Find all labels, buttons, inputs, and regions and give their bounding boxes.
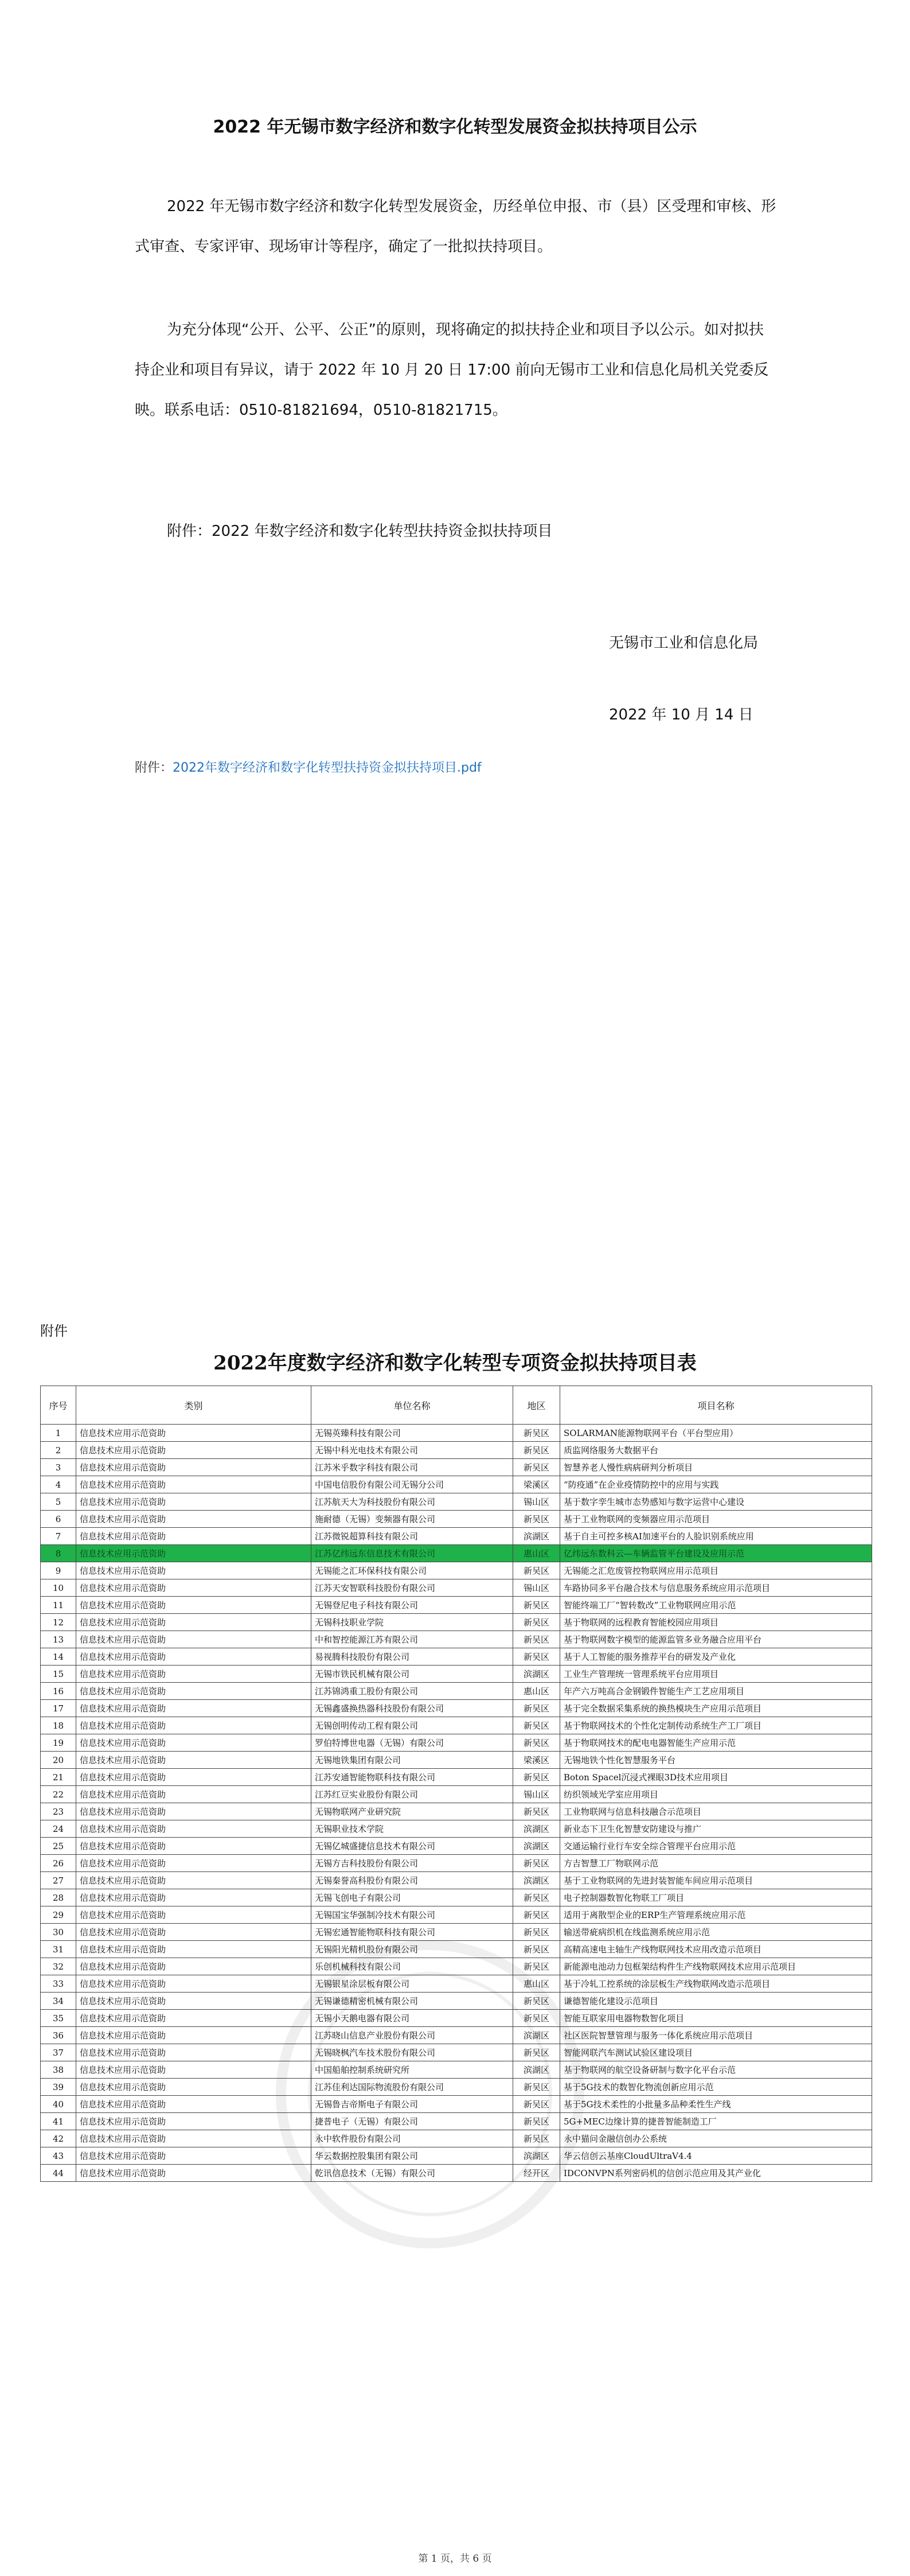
cell-company: 江苏安通智能物联科技有限公司	[311, 1769, 513, 1786]
cell-district: 惠山区	[513, 1683, 560, 1700]
cell-category: 信息技术应用示范资助	[76, 1683, 311, 1700]
cell-no: 40	[41, 2096, 76, 2113]
cell-project: 华云信创云基座CloudUltraV4.4	[560, 2147, 872, 2165]
cell-company: 江苏亿纬远东信息技术有限公司	[311, 1545, 513, 1562]
cell-company: 中国船舶控制系统研究所	[311, 2061, 513, 2079]
cell-project: 质监网络服务大数据平台	[560, 1442, 872, 1459]
cell-company: 乐创机械科技有限公司	[311, 1958, 513, 1975]
table-row	[41, 1752, 872, 1769]
cell-company: 捷普电子（无锡）有限公司	[311, 2113, 513, 2130]
cell-category: 信息技术应用示范资助	[76, 1545, 311, 1562]
cell-category: 信息技术应用示范资助	[76, 1838, 311, 1855]
cell-no: 6	[41, 1511, 76, 1528]
col-header-no: 序号	[41, 1386, 76, 1425]
table-row	[41, 1958, 872, 1975]
cell-project: 基于数字孪生城市态势感知与数字运营中心建设	[560, 1493, 872, 1511]
cell-category: 信息技术应用示范资助	[76, 1631, 311, 1648]
cell-district: 新吴区	[513, 1700, 560, 1717]
table-row	[41, 2061, 872, 2079]
cell-category: 信息技术应用示范资助	[76, 2010, 311, 2027]
cell-company: 无锡物联网产业研究院	[311, 1803, 513, 1820]
table-row	[41, 1562, 872, 1579]
cell-project: 适用于离散型企业的ERP生产管理系统应用示范	[560, 1906, 872, 1924]
table-row	[41, 1579, 872, 1597]
cell-project: 智慧养老人慢性病病研判分析项目	[560, 1459, 872, 1476]
cell-no: 38	[41, 2061, 76, 2079]
cell-project: 基于冷轧工控系统的涂层板生产线物联网改造示范项目	[560, 1975, 872, 1993]
cell-district: 新吴区	[513, 1734, 560, 1752]
cell-project: 基于工业物联网的先进封装智能车间应用示范项目	[560, 1872, 872, 1889]
cell-category: 信息技术应用示范资助	[76, 2027, 311, 2044]
cell-district: 惠山区	[513, 1545, 560, 1562]
cell-category: 信息技术应用示范资助	[76, 1493, 311, 1511]
table-row	[41, 1734, 872, 1752]
notice-paragraph-1: 2022 年无锡市数字经济和数字化转型发展资金，历经单位申报、市（县）区受理和审核、形式审查、专家评审、现场审计等程序，确定了一批拟扶持项目。	[135, 198, 776, 255]
cell-company: 施耐德（无锡）变频器有限公司	[311, 1511, 513, 1528]
cell-district: 新吴区	[513, 2096, 560, 2113]
cell-company: 无锡能之汇环保科技有限公司	[311, 1562, 513, 1579]
cell-no: 11	[41, 1597, 76, 1614]
attachment-line: 附件：2022 年数字经济和数字化转型扶持资金拟扶持项目	[167, 523, 553, 540]
cell-company: 无锡职业技术学院	[311, 1820, 513, 1838]
table-row	[41, 1666, 872, 1683]
table-row	[41, 1683, 872, 1700]
cell-district: 滨湖区	[513, 1872, 560, 1889]
cell-project: 高精高速电主轴生产线物联网技术应用改造示范项目	[560, 1941, 872, 1958]
cell-district: 新吴区	[513, 1648, 560, 1666]
table-header-row	[41, 1386, 872, 1425]
cell-no: 20	[41, 1752, 76, 1769]
cell-district: 经开区	[513, 2165, 560, 2182]
table-row	[41, 1459, 872, 1476]
cell-category: 信息技术应用示范资助	[76, 1734, 311, 1752]
cell-category: 信息技术应用示范资助	[76, 1476, 311, 1493]
cell-company: 江苏微锐超算科技有限公司	[311, 1528, 513, 1545]
cell-no: 22	[41, 1786, 76, 1803]
table-row	[41, 1803, 872, 1820]
cell-category: 信息技术应用示范资助	[76, 1975, 311, 1993]
cell-project: 基于物联网数字模型的能源监管多业务融合应用平台	[560, 1631, 872, 1648]
cell-category: 信息技术应用示范资助	[76, 1666, 311, 1683]
cell-district: 滨湖区	[513, 2147, 560, 2165]
cell-project: 电子控制器数智化物联工厂项目	[560, 1889, 872, 1906]
cell-district: 新吴区	[513, 1425, 560, 1442]
cell-no: 41	[41, 2113, 76, 2130]
cell-district: 锡山区	[513, 1579, 560, 1597]
cell-no: 44	[41, 2165, 76, 2182]
cell-company: 无锡市铁民机械有限公司	[311, 1666, 513, 1683]
cell-no: 39	[41, 2079, 76, 2096]
cell-no: 23	[41, 1803, 76, 1820]
cell-no: 32	[41, 1958, 76, 1975]
cell-category: 信息技术应用示范资助	[76, 1752, 311, 1769]
cell-no: 19	[41, 1734, 76, 1752]
cell-district: 新吴区	[513, 2130, 560, 2147]
table-row	[41, 1442, 872, 1459]
table-row	[41, 2130, 872, 2147]
cell-project: 输送带疵病织机在线监测系统应用示范	[560, 1924, 872, 1941]
cell-district: 滨湖区	[513, 1838, 560, 1855]
signer: 无锡市工业和信息化局	[609, 635, 759, 652]
attachment-prefix: 附件：	[135, 761, 173, 775]
cell-no: 25	[41, 1838, 76, 1855]
cell-project: 基于5G技术的数智化物流创新应用示范	[560, 2079, 872, 2096]
cell-no: 13	[41, 1631, 76, 1648]
cell-category: 信息技术应用示范资助	[76, 1906, 311, 1924]
cell-no: 9	[41, 1562, 76, 1579]
cell-no: 7	[41, 1528, 76, 1545]
page-footer: 第 1 页，共 6 页	[418, 2553, 492, 2565]
cell-no: 29	[41, 1906, 76, 1924]
cell-district: 锡山区	[513, 1786, 560, 1803]
cell-company: 江苏米乎数字科技有限公司	[311, 1459, 513, 1476]
cell-project: 无锡地铁个性化智慧服务平台	[560, 1752, 872, 1769]
cell-district: 滨湖区	[513, 1666, 560, 1683]
table-row	[41, 1786, 872, 1803]
table-row	[41, 1838, 872, 1855]
notice-date: 2022 年 10 月 14 日	[609, 706, 753, 723]
table-row	[41, 2165, 872, 2182]
cell-project: “防疫通”在企业疫情防控中的应用与实践	[560, 1476, 872, 1493]
cell-district: 新吴区	[513, 1597, 560, 1614]
table-title: 2022年度数字经济和数字化转型专项资金拟扶持项目表	[213, 1352, 697, 1375]
attachment-link-row	[135, 758, 482, 776]
cell-district: 滨湖区	[513, 1528, 560, 1545]
cell-district: 新吴区	[513, 1769, 560, 1786]
cell-company: 无锡飞创电子有限公司	[311, 1889, 513, 1906]
cell-category: 信息技术应用示范资助	[76, 1614, 311, 1631]
cell-company: 乾讯信息技术（无锡）有限公司	[311, 2165, 513, 2182]
cell-company: 江苏航天大为科技股份有限公司	[311, 1493, 513, 1511]
cell-no: 3	[41, 1459, 76, 1476]
cell-company: 江苏锦鸿重工股份有限公司	[311, 1683, 513, 1700]
table-row	[41, 1975, 872, 1993]
table-row	[41, 2010, 872, 2027]
cell-district: 新吴区	[513, 1958, 560, 1975]
cell-category: 信息技术应用示范资助	[76, 1700, 311, 1717]
cell-district: 新吴区	[513, 1562, 560, 1579]
cell-project: 新业态下卫生化智慧安防建设与推广	[560, 1820, 872, 1838]
cell-company: 无锡英臻科技有限公司	[311, 1425, 513, 1442]
cell-district: 滨湖区	[513, 2027, 560, 2044]
cell-district: 新吴区	[513, 1906, 560, 1924]
cell-category: 信息技术应用示范资助	[76, 1803, 311, 1820]
cell-company: 无锡鑫盛换热器科技股份有限公司	[311, 1700, 513, 1717]
cell-company: 江苏晓山信息产业股份有限公司	[311, 2027, 513, 2044]
cell-category: 信息技术应用示范资助	[76, 1993, 311, 2010]
notice-paragraph-2: 为充分体现“公开、公平、公正”的原则，现将确定的拟扶持企业和项目予以公示。如对拟扶持企业和项目有异议，请于 2022 年 10 月 20 日 17:00 前向无锡市工业和信息化局机关党委反映。联系电话：0510-81821694，0510-81821715。	[135, 321, 769, 419]
cell-no: 26	[41, 1855, 76, 1872]
cell-project: 基于人工智能的服务推荐平台的研发及产业化	[560, 1648, 872, 1666]
table-row	[41, 1700, 872, 1717]
cell-no: 30	[41, 1924, 76, 1941]
cell-project: IDCONVPN系列密码机的信创示范应用及其产业化	[560, 2165, 872, 2182]
cell-project: 年产六万吨高合金钢锻件智能生产工艺应用项目	[560, 1683, 872, 1700]
cell-district: 惠山区	[513, 1975, 560, 1993]
cell-project: 工业物联网与信息科技融合示范项目	[560, 1803, 872, 1820]
cell-no: 18	[41, 1717, 76, 1734]
cell-project: 新能源电池动力包框架结构件生产线物联网技术应用示范项目	[560, 1958, 872, 1975]
cell-no: 36	[41, 2027, 76, 2044]
table-row	[41, 1476, 872, 1493]
cell-company: 无锡鲁吉帝斯电子有限公司	[311, 2096, 513, 2113]
table-row	[41, 2096, 872, 2113]
cell-no: 35	[41, 2010, 76, 2027]
cell-company: 无锡秦誉高科股份有限公司	[311, 1872, 513, 1889]
cell-no: 2	[41, 1442, 76, 1459]
cell-category: 信息技术应用示范资助	[76, 1597, 311, 1614]
cell-company: 无锡银星涂层板有限公司	[311, 1975, 513, 1993]
cell-no: 21	[41, 1769, 76, 1786]
cell-category: 信息技术应用示范资助	[76, 1648, 311, 1666]
cell-category: 信息技术应用示范资助	[76, 1425, 311, 1442]
cell-category: 信息技术应用示范资助	[76, 1889, 311, 1906]
cell-category: 信息技术应用示范资助	[76, 2165, 311, 2182]
cell-district: 新吴区	[513, 2044, 560, 2061]
cell-no: 8	[41, 1545, 76, 1562]
cell-company: 无锡小天鹅电器有限公司	[311, 2010, 513, 2027]
cell-project: 5G+MEC边缘计算的捷普智能制造工厂	[560, 2113, 872, 2130]
cell-company: 江苏红豆实业股份有限公司	[311, 1786, 513, 1803]
cell-category: 信息技术应用示范资助	[76, 1958, 311, 1975]
cell-district: 新吴区	[513, 1511, 560, 1528]
table-body	[41, 1425, 872, 2182]
cell-category: 信息技术应用示范资助	[76, 1511, 311, 1528]
cell-category: 信息技术应用示范资助	[76, 1941, 311, 1958]
cell-project: 工业生产管理统一管理系统平台应用项目	[560, 1666, 872, 1683]
cell-project: 纺织领域光学室应用项目	[560, 1786, 872, 1803]
table-row	[41, 1906, 872, 1924]
cell-district: 滨湖区	[513, 2061, 560, 2079]
cell-no: 27	[41, 1872, 76, 1889]
cell-category: 信息技术应用示范资助	[76, 1872, 311, 1889]
cell-project: 无锡能之汇危废管控物联网应用示范项目	[560, 1562, 872, 1579]
cell-district: 新吴区	[513, 1459, 560, 1476]
cell-company: 无锡创明传动工程有限公司	[311, 1717, 513, 1734]
cell-no: 12	[41, 1614, 76, 1631]
cell-district: 新吴区	[513, 2010, 560, 2027]
cell-project: 智能互联家用电器物数智化项目	[560, 2010, 872, 2027]
cell-company: 无锡国宝华强制冷技术有限公司	[311, 1906, 513, 1924]
cell-category: 信息技术应用示范资助	[76, 1717, 311, 1734]
cell-company: 易视腾科技股份有限公司	[311, 1648, 513, 1666]
cell-category: 信息技术应用示范资助	[76, 2147, 311, 2165]
cell-district: 新吴区	[513, 1803, 560, 1820]
cell-district: 梁溪区	[513, 1752, 560, 1769]
cell-category: 信息技术应用示范资助	[76, 1459, 311, 1476]
cell-company: 华云数据控股集团有限公司	[311, 2147, 513, 2165]
cell-company: 永中软件股份有限公司	[311, 2130, 513, 2147]
table-row	[41, 2113, 872, 2130]
cell-project: 谦德智能化建设示范项目	[560, 1993, 872, 2010]
col-header-category: 类别	[76, 1386, 311, 1425]
cell-category: 信息技术应用示范资助	[76, 1924, 311, 1941]
table-row	[41, 1511, 872, 1528]
cell-category: 信息技术应用示范资助	[76, 1579, 311, 1597]
cell-no: 5	[41, 1493, 76, 1511]
cell-project: 基于物联网技术的个性化定制传动系统生产工厂项目	[560, 1717, 872, 1734]
col-header-district: 地区	[513, 1386, 560, 1425]
cell-no: 4	[41, 1476, 76, 1493]
cell-project: 亿纬远东数科云—车辆监管平台建设及应用示范	[560, 1545, 872, 1562]
table-row	[41, 1872, 872, 1889]
table-row	[41, 1545, 872, 1562]
cell-category: 信息技术应用示范资助	[76, 2130, 311, 2147]
cell-company: 江苏天安智联科技股份有限公司	[311, 1579, 513, 1597]
table-row	[41, 1425, 872, 1442]
cell-project: 基于物联网的航空设备研制与数字化平台示范	[560, 2061, 872, 2079]
table-row	[41, 1614, 872, 1631]
cell-no: 37	[41, 2044, 76, 2061]
cell-district: 新吴区	[513, 1941, 560, 1958]
cell-company: 无锡地铁集团有限公司	[311, 1752, 513, 1769]
table-row	[41, 1889, 872, 1906]
cell-project: 交通运输行业行车安全综合管理平台应用示范	[560, 1838, 872, 1855]
cell-project: 基于物联网的远程教育智能校园应用项目	[560, 1614, 872, 1631]
cell-project: 永中猫问金融信创办公系统	[560, 2130, 872, 2147]
cell-no: 1	[41, 1425, 76, 1442]
cell-district: 滨湖区	[513, 1820, 560, 1838]
cell-project: 基于5G技术柔性的小批量多品种柔性生产线	[560, 2096, 872, 2113]
cell-no: 43	[41, 2147, 76, 2165]
cell-district: 新吴区	[513, 1717, 560, 1734]
cell-company: 江苏佳利达国际物流股份有限公司	[311, 2079, 513, 2096]
table-row	[41, 2079, 872, 2096]
table-row	[41, 2044, 872, 2061]
cell-company: 无锡阳光精机股份有限公司	[311, 1941, 513, 1958]
cell-no: 15	[41, 1666, 76, 1683]
cell-company: 无锡宏通智能物联科技有限公司	[311, 1924, 513, 1941]
cell-project: 基于工业物联网的变频器应用示范项目	[560, 1511, 872, 1528]
cell-company: 无锡方吉科技股份有限公司	[311, 1855, 513, 1872]
table-row	[41, 2147, 872, 2165]
cell-project: Boton Spacel沉浸式裸眼3D技术应用项目	[560, 1769, 872, 1786]
cell-category: 信息技术应用示范资助	[76, 2113, 311, 2130]
cell-category: 信息技术应用示范资助	[76, 1562, 311, 1579]
cell-project: 基于完全数据采集系统的换热模块生产应用示范项目	[560, 1700, 872, 1717]
cell-no: 14	[41, 1648, 76, 1666]
cell-project: 智能终端工厂“智转数改”工业物联网应用示范	[560, 1597, 872, 1614]
cell-company: 中国电信股份有限公司无锡分公司	[311, 1476, 513, 1493]
cell-district: 新吴区	[513, 1442, 560, 1459]
cell-project: 智能网联汽车测试试验区建设项目	[560, 2044, 872, 2061]
cell-no: 16	[41, 1683, 76, 1700]
table-row	[41, 1820, 872, 1838]
cell-category: 信息技术应用示范资助	[76, 1769, 311, 1786]
cell-company: 无锡晓枫汽车技术股份有限公司	[311, 2044, 513, 2061]
cell-district: 新吴区	[513, 1855, 560, 1872]
cell-district: 新吴区	[513, 2113, 560, 2130]
cell-company: 中和智控能源江苏有限公司	[311, 1631, 513, 1648]
table-row	[41, 1597, 872, 1614]
annex-label: 附件	[40, 1323, 68, 1339]
cell-category: 信息技术应用示范资助	[76, 1442, 311, 1459]
cell-project: 基于物联网技术的配电电器智能生产应用示范	[560, 1734, 872, 1752]
cell-company: 罗伯特博世电器（无锡）有限公司	[311, 1734, 513, 1752]
cell-project: SOLARMAN能源物联网平台（平台型应用）	[560, 1425, 872, 1442]
cell-project: 社区医院智慧管理与服务一体化系统应用示范项目	[560, 2027, 872, 2044]
table-row	[41, 2027, 872, 2044]
table-row	[41, 1941, 872, 1958]
cell-no: 24	[41, 1820, 76, 1838]
table-row	[41, 1769, 872, 1786]
cell-project: 车路协同多平台融合技术与信息服务系统应用示范项目	[560, 1579, 872, 1597]
table-row	[41, 1924, 872, 1941]
cell-category: 信息技术应用示范资助	[76, 2061, 311, 2079]
table-row	[41, 1631, 872, 1648]
col-header-company: 单位名称	[311, 1386, 513, 1425]
cell-company: 无锡科技职业学院	[311, 1614, 513, 1631]
attachment-file-link[interactable]: 2022年数字经济和数字化转型扶持资金拟扶持项目.pdf	[173, 761, 482, 775]
table-row	[41, 1493, 872, 1511]
cell-no: 10	[41, 1579, 76, 1597]
cell-district: 梁溪区	[513, 1476, 560, 1493]
table-row	[41, 1717, 872, 1734]
cell-no: 31	[41, 1941, 76, 1958]
cell-no: 34	[41, 1993, 76, 2010]
cell-company: 无锡亿城盛捷信息技术有限公司	[311, 1838, 513, 1855]
table-row	[41, 1648, 872, 1666]
table-row	[41, 1993, 872, 2010]
cell-no: 28	[41, 1889, 76, 1906]
cell-no: 42	[41, 2130, 76, 2147]
cell-district: 新吴区	[513, 1924, 560, 1941]
cell-category: 信息技术应用示范资助	[76, 2044, 311, 2061]
cell-project: 基于自主可控多核AI加速平台的人脸识别系统应用	[560, 1528, 872, 1545]
cell-company: 无锡中科光电技术有限公司	[311, 1442, 513, 1459]
cell-category: 信息技术应用示范资助	[76, 1528, 311, 1545]
cell-district: 新吴区	[513, 1889, 560, 1906]
cell-no: 17	[41, 1700, 76, 1717]
cell-district: 锡山区	[513, 1493, 560, 1511]
cell-category: 信息技术应用示范资助	[76, 2079, 311, 2096]
table-row	[41, 1855, 872, 1872]
cell-category: 信息技术应用示范资助	[76, 1820, 311, 1838]
cell-category: 信息技术应用示范资助	[76, 1786, 311, 1803]
cell-district: 新吴区	[513, 2079, 560, 2096]
project-table	[40, 1386, 872, 2182]
cell-company: 无锡登尼电子科技有限公司	[311, 1597, 513, 1614]
cell-category: 信息技术应用示范资助	[76, 1855, 311, 1872]
cell-district: 新吴区	[513, 1631, 560, 1648]
cell-district: 新吴区	[513, 1993, 560, 2010]
notice-title: 2022 年无锡市数字经济和数字化转型发展资金拟扶持项目公示	[213, 117, 697, 137]
cell-no: 33	[41, 1975, 76, 1993]
col-header-project: 项目名称	[560, 1386, 872, 1425]
cell-company: 无锡谦德精密机械有限公司	[311, 1993, 513, 2010]
cell-project: 方吉智慧工厂物联网示范	[560, 1855, 872, 1872]
cell-district: 新吴区	[513, 1614, 560, 1631]
table-row	[41, 1528, 872, 1545]
cell-category: 信息技术应用示范资助	[76, 2096, 311, 2113]
